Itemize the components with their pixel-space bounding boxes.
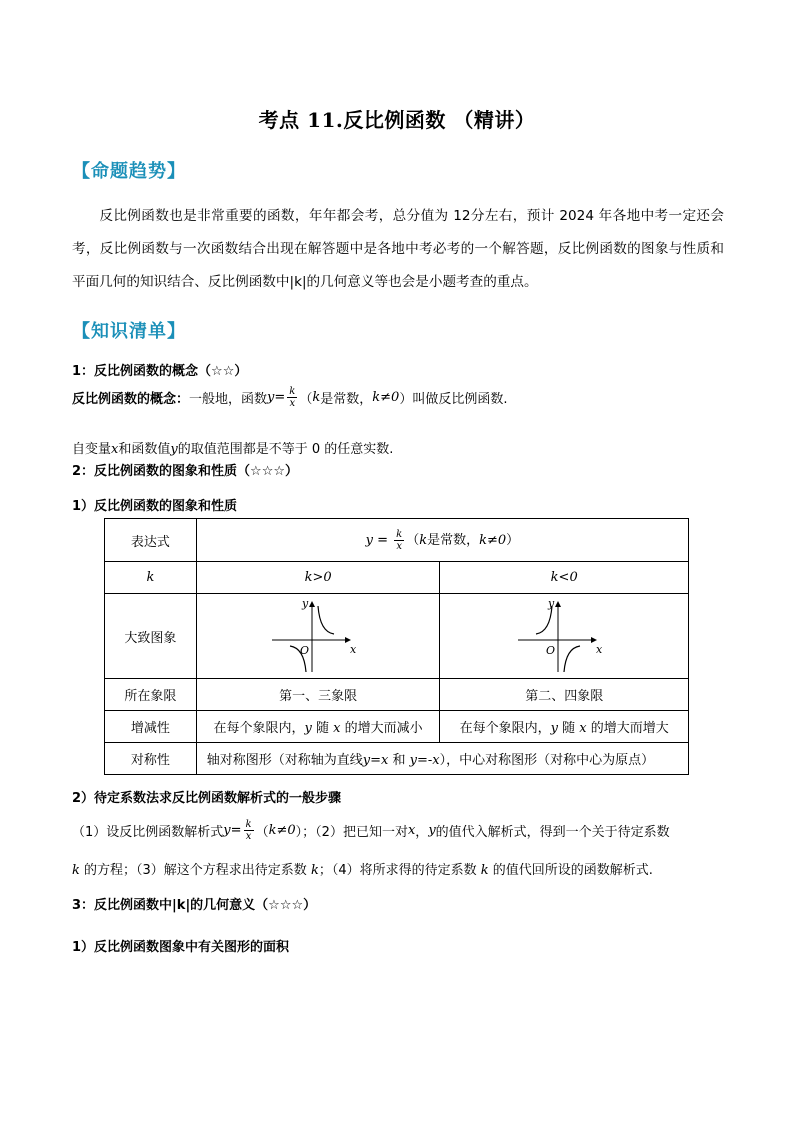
steps-line-2: k 的方程；（3）解这个方程求出待定系数 k；（4）将所求得的待定系数 k 的值代回所设的函数解析式. <box>72 863 653 878</box>
table-cell-header: 增减性 <box>105 711 197 743</box>
table-cell-monotonic-positive: 在每个象限内，y 随 x 的增大而减小 <box>196 711 440 743</box>
curve-quadrant-2 <box>536 606 552 634</box>
origin-label: O <box>300 644 310 657</box>
table-cell-header: 对称性 <box>105 743 197 775</box>
table-cell-header: k <box>105 562 197 594</box>
heading-geometric-meaning: 3：反比例函数中|k|的几何意义（☆☆☆） <box>72 898 317 913</box>
table-cell-k-negative: k<0 <box>440 562 689 594</box>
section-heading-knowledge: 【知识清单】 <box>72 321 186 342</box>
concept-definition: 反比例函数的概念： 一般地，函数 y = $\frac{k}{x}$ （ k 是常数， k≠0 ）叫做反比例函数. <box>72 385 508 409</box>
table-cell-quadrants-negative: 第二、四象限 <box>440 679 689 711</box>
table-row <box>105 519 689 562</box>
curve-quadrant-4 <box>564 646 580 672</box>
table-cell-graph-negative <box>440 594 689 679</box>
subheading-area: 1）反比例函数图象中有关图形的面积 <box>72 940 290 955</box>
axis-label-x: x <box>350 643 357 656</box>
table-cell-expression: y = $\frac{k}{x}$ （k是常数，k≠0） <box>196 519 688 562</box>
table-row <box>105 562 689 594</box>
table-cell-k-positive: k>0 <box>196 562 440 594</box>
table-cell-monotonic-negative: 在每个象限内，y 随 x 的增大而增大 <box>440 711 689 743</box>
steps-line-1: （1）设反比例函数解析式 y = $\frac{k}{x}$ （ k≠0 ）；（2）把已知一对 x ， y 的值代入解析式，得到一个关于待定系数 <box>72 818 670 842</box>
table-cell-header: 大致图象 <box>105 594 197 679</box>
fraction-k-over-x: $\frac{k}{x}$ <box>289 385 296 409</box>
properties-table <box>104 518 689 775</box>
table-cell-symmetry: 轴对称图形（对称轴为直线y=x 和 y=-x），中心对称图形（对称中心为原点） <box>196 743 688 775</box>
hyperbola-graph-k-negative <box>514 596 614 676</box>
section-heading-trend: 【命题趋势】 <box>72 161 186 182</box>
trend-paragraph: 反比例函数也是非常重要的函数，年年都会考，总分值为 12分左右，预计 2024 年各地中考一定还会考，反比例函数与一次函数结合出现在解答题中是各地中考必考的一个解答题，反比例函数的图象与性质和平面几何的知识结合、反比例函数中|k|的几何意义等也会是小题考查的重点。 <box>72 208 724 290</box>
subheading-undetermined-coefficients: 2）待定系数法求反比例函数解析式的一般步骤 <box>72 791 342 806</box>
page-title: 考点 11.反比例函数 （精讲） <box>258 108 536 132</box>
table-row <box>105 711 689 743</box>
axis-label-y: y <box>302 597 309 610</box>
heading-graph-properties: 2：反比例函数的图象和性质（☆☆☆） <box>72 464 299 479</box>
table-row <box>105 743 689 775</box>
table-cell-quadrants-positive: 第一、三象限 <box>196 679 440 711</box>
table-cell-graph-positive <box>196 594 440 679</box>
table-cell-header: 所在象限 <box>105 679 197 711</box>
curve-quadrant-1 <box>318 606 334 634</box>
origin-label: O <box>546 644 556 657</box>
table-row <box>105 679 689 711</box>
hyperbola-graph-k-positive <box>268 596 368 676</box>
table-cell-header: 表达式 <box>105 519 197 562</box>
heading-concept: 1：反比例函数的概念（☆☆） <box>72 364 248 379</box>
table-row <box>105 594 689 679</box>
subheading-graph-properties: 1）反比例函数的图象和性质 <box>72 499 238 514</box>
axis-label-y: y <box>548 597 555 610</box>
axis-label-x: x <box>596 643 603 656</box>
domain-statement: 自变量x和函数值y的取值范围都是不等于 0 的任意实数. <box>72 442 394 457</box>
